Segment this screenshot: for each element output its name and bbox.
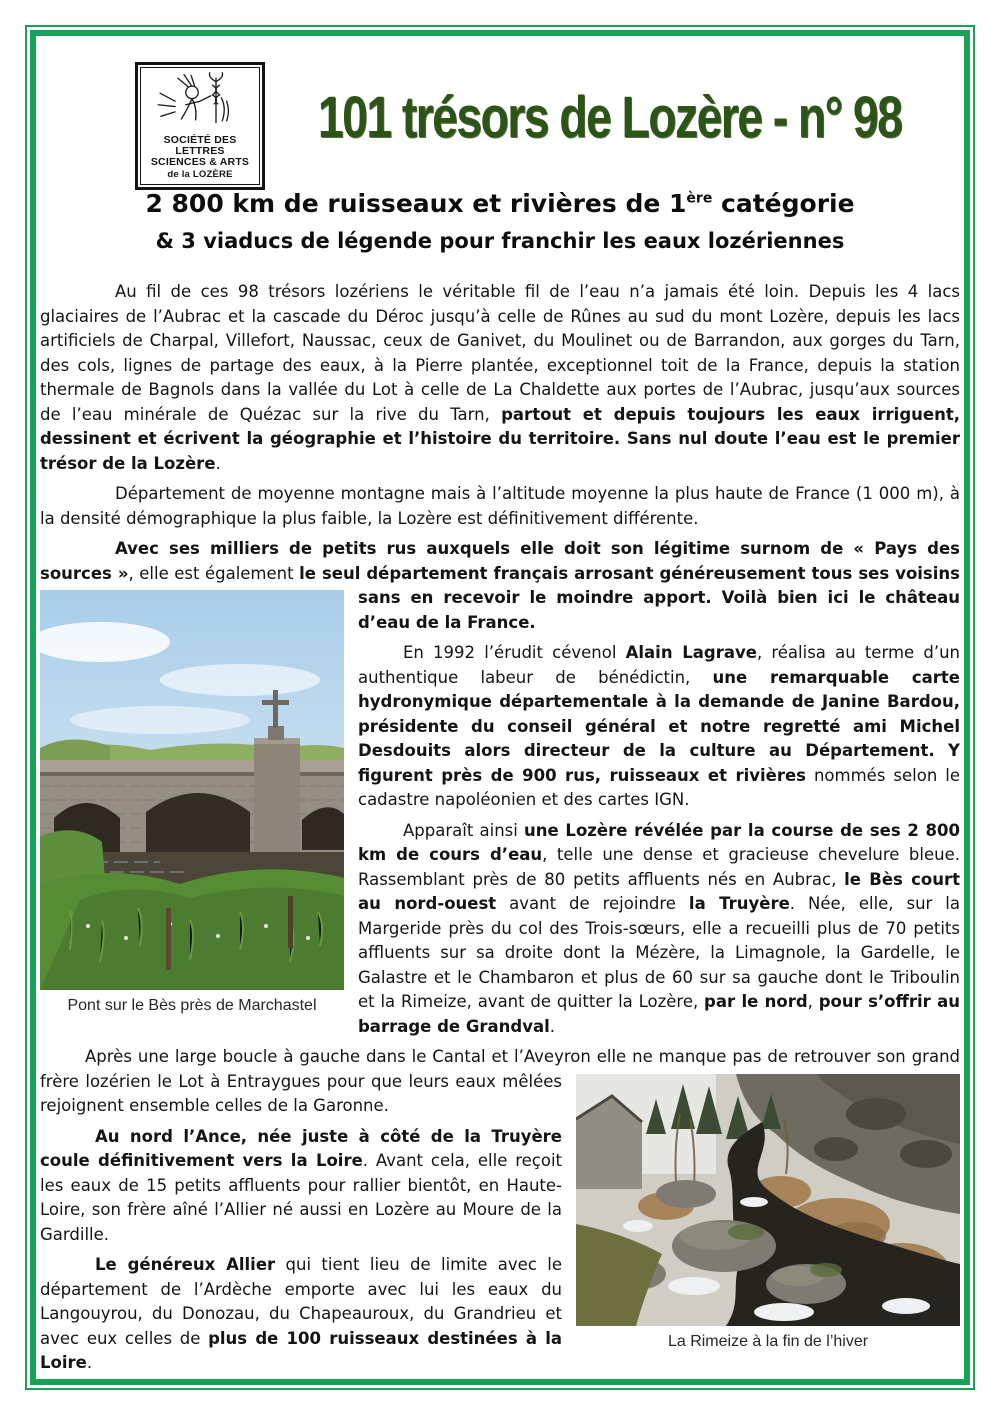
bridge-photo [40,590,344,990]
rimeize-figure [576,1074,960,1352]
paragraph-6-text-after: lozérien le Lot à Entraygues pour que leurs eaux mêlées rejoignent ensemble celles de la Garonne. [40,1071,563,1115]
paragraph-6-text-before: Après une large boucle à gauche dans le Cantal et l’Aveyron elle ne manque pas de retrouver son grand frère [40,1047,960,1091]
subtitle-line2: & 3 viaducs de légende pour franchir les eaux lozériennes [155,229,845,253]
subtitle-line1 [45,189,955,218]
society-logo-frame [140,67,260,185]
paragraph-3-text-after: voisins sans en recevoir le moindre apport. Voilà bien ici le château d’eau de la France. [358,563,960,632]
paragraph-ance-loire: Au nord l’Ance, née juste à côté de la Truyère coule définitivement vers la Loire. Avant cela, elle reçoit les eaux de 15 petits affluents pour rallier bientôt, en Haute-Loire, son frère aîné l’Allier né aussi en Lozère au Moure de la Gardille. [40,1126,563,1244]
bridge-figure [40,590,344,1016]
paragraph-carte-hydronymique: En 1992 l’érudit cévenol Alain Lagrave, réalisa au terme d’un authentique labeur de bénédictin, une remarquable carte hydronymique départementale à la demande de Janine Bardou, présidente du conseil général et notre regretté ami Michel Desdouits alors directeur de la culture au Département. Y figurent près de 900 rus, ruisseaux et rivières nommés selon le cadastre napoléonien et des cartes IGN. [358,643,960,809]
paragraph-lozere-revelee: Apparaît ainsi une Lozère révélée par la course de ses 2 800 km de cours d’eau, telle une dense et gracieuse chevelure bleue. Rassemblant près de 80 petits affluents nés en Aubrac, le Bès court au nord-ouest avant de rejoindre la Truyère. Née, elle, sur la Margeride près du col des Trois-sœurs, elle a recueilli plus de 70 petits affluents sur sa droite dont la Mézère, la Limagnole, la Gardelle, le Galastre et le Chambaron et plus de 60 sur sa gauche dont le Triboulin et la Rimeize, avant de quitter la Lozère, par le nord, pour s’offrir au barrage de Grandval. [358,820,960,1036]
page-title [245,84,960,151]
paragraph-intro: Au fil de ces 98 trésors lozériens le véritable fil de l’eau n’a jamais été loin. Depuis les 4 lacs glaciaires de l’Aubrac et la cascade du Déroc jusqu’à celle de Rûnes au sud du mont Lozère, depuis les lacs artificiels de Charpal, Villefort, Naussac, ceux de Ganivet, du Moulinet ou de Barrandon, aux gorges du Tarn, des cols, lignes de partage des eaux, à la Pierre plantée, exceptionnel toit de la France, depuis la station thermale de Bagnols dans la vallée du Lot à celle de La Chaldette aux portes de l’Aubrac, jusqu’aux sources de l’eau minérale de Quézac sur la rive du Tarn, partout et depuis toujours les eaux irriguent, dessinent et écrivent la géographie et l’histoire du territoire. Sans nul doute l’eau est le premier trésor de la Lozère. [40,282,960,473]
bridge-caption: Pont sur le Bès près de Marchastel [67,997,317,1014]
rimeize-photo [576,1074,960,1326]
logo-text-line1: SOCIÉTÉ DES LETTRES [163,133,237,157]
subtitle-line1-pre: 2 800 km de ruisseaux et rivières de 1 [145,189,687,218]
rimeize-photo-illustration [576,1074,960,1326]
rimeize-caption: La Rimeize à la fin de l’hiver [667,1332,869,1350]
logo-text-line2: SCIENCES & ARTS [150,156,250,169]
paragraph-3-text-before: Avec ses milliers de petits rus auxquels elle doit son légitime surnom de « Pays des sources », elle est également le seul département français arrosant généreusement tous ses [40,539,960,583]
paragraph-department: Département de moyenne montagne mais à l’altitude moyenne la plus haute de France (1 000 m), à la densité démographique la plus faible, la Lozère est définitivement différente. [40,484,960,528]
mercury-caduceus-engraving-icon [142,71,258,135]
subtitle-line1-post: catégorie [712,189,855,218]
logo-text-line3: de la LOZÈRE [167,169,233,181]
subtitle-ordinal: ère [686,190,713,207]
paragraph-genereux-allier: Le généreux Allier qui tient lieu de limite avec le département de l’Ardèche emporte avec lui les eaux du Langouyrou, du Donozau, du Chapeauroux, du Grandrieu et avec eux celles de plus de 100 ruisseaux destinées à la Loire. [40,1255,563,1372]
article-body [40,280,960,1379]
page-title-text: 101 trésors de Lozère - n° 98 [317,85,902,150]
bridge-photo-illustration [40,590,344,990]
